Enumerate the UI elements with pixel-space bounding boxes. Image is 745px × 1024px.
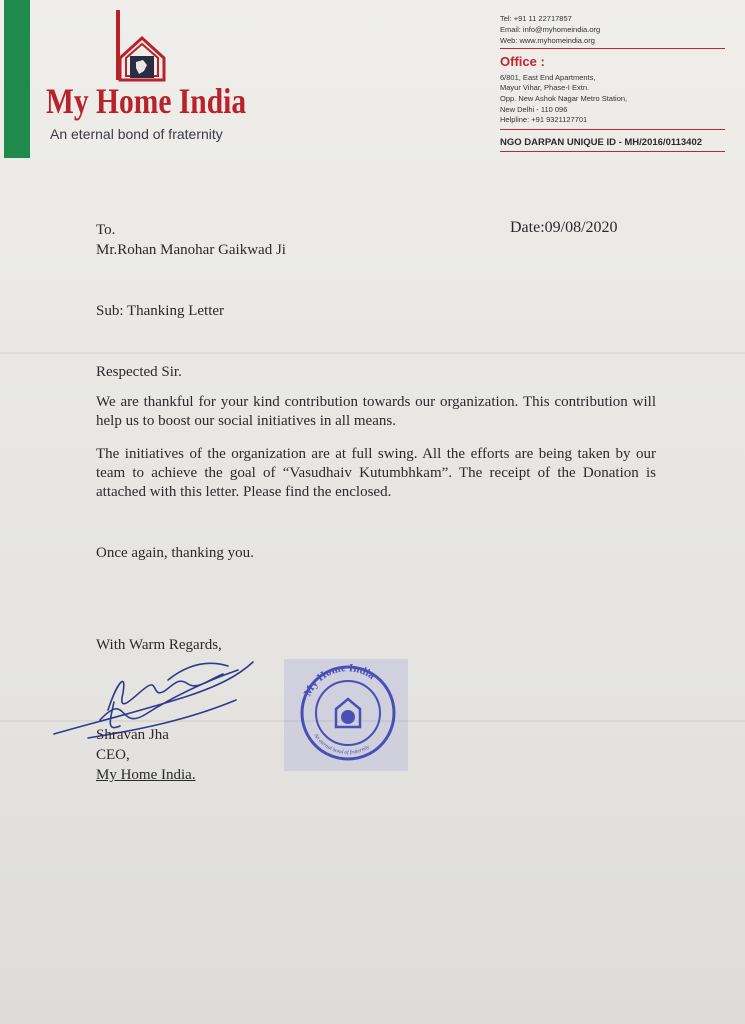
letterhead-green-bar (4, 0, 30, 158)
contact-email: Email: info@myhomeindia.org (500, 25, 601, 34)
contact-tel: Tel: +91 11 22717857 (500, 14, 572, 23)
subject-line: Sub: Thanking Letter (96, 303, 225, 319)
contact-web: Web: www.myhomeindia.org (500, 36, 595, 45)
org-tagline: An eternal bond of fraternity (50, 126, 223, 142)
header-divider (500, 151, 725, 152)
body-paragraph-2: The initiatives of the organization are at full swing. All the efforts are being taken by our team to achieve the goal of “Vasudhaiv Kutumbhkam”. The receipt of the Donation is attached with this letter. Please find the enclosed. (96, 446, 656, 500)
helpline: Helpline: +91 9321127701 (500, 115, 588, 124)
ngo-darpan-id: NGO DARPAN UNIQUE ID - MH/2016/0113402 (500, 137, 703, 148)
signatory-designation: CEO, (96, 747, 130, 763)
address-line: 6/801, East End Apartments, (500, 73, 596, 82)
body-paragraph-1: We are thankful for your kind contribution towards our organization. This contribution will help us to boost our social initiatives in all means. (96, 394, 656, 429)
address-line: Opp. New Ashok Nagar Metro Station, (500, 94, 628, 103)
header-divider (500, 129, 725, 130)
paper-fold (0, 352, 745, 354)
regards-line: With Warm Regards, (96, 637, 222, 653)
to-label: To. (96, 222, 116, 238)
org-name: My Home India (46, 81, 247, 121)
signatory-name: Shravan Jha (96, 727, 169, 743)
salutation: Respected Sir. (96, 364, 182, 380)
recipient-name: Mr.Rohan Manohar Gaikwad Ji (96, 242, 286, 258)
signatory-organization: My Home India. (96, 767, 196, 783)
organization-seal-stamp (282, 655, 410, 775)
stamp-bottom-text: An eternal bond of fraternity (312, 732, 371, 756)
address-line: New Delhi - 110 096 (500, 105, 568, 114)
closing-line: Once again, thanking you. (96, 545, 254, 561)
house-logo-icon (112, 8, 172, 86)
letter-date: Date:09/08/2020 (510, 219, 618, 236)
stamp-top-text: My Home India (301, 662, 378, 699)
office-title: Office : (500, 54, 545, 69)
header-divider (500, 48, 725, 49)
address-line: Mayur Vihar, Phase-I Extn. (500, 83, 590, 92)
